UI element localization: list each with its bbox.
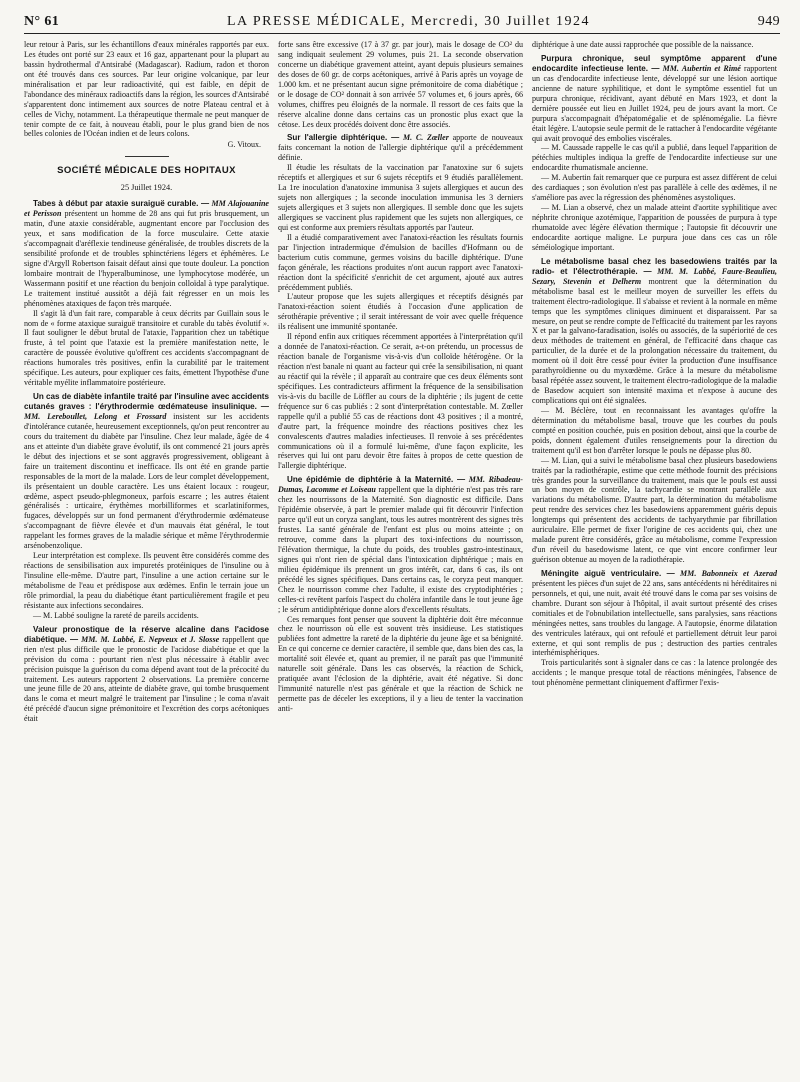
- paragraph: L'auteur propose que les sujets allergiques et réceptifs désignés par l'anatoxi-réaction soient étudiés à l'occasion d'une application de sérothérapie préventive ; il serait intéressant de voir avec quelle fréquence ils réalisent une immunité spontanée.: [278, 292, 523, 332]
- article: [532, 569, 777, 658]
- column-3: [532, 40, 777, 1070]
- paragraph: — M. Lian a observé, chez un malade atteint d'aortite syphilitique avec néphrite chronique azotémique, l'apparition de poussées de purpura à type rhumatoïde avec légère élévation thermique ; l'autopsie fit découvrir une endocardite aortique maligne. Le purpura joue dans ces cas un rôle séméiologique important.: [532, 203, 777, 252]
- article: [24, 199, 269, 308]
- issue-number: N° 61: [24, 14, 60, 29]
- paragraph: — M. Caussade rappelle le cas qu'il a publié, dans lequel l'apparition de pétéchies multiples indiqua la greffe de l'endocardite infectieuse sur une endocardite rhumatismale ancienne.: [532, 143, 777, 173]
- article-title: Méningite aiguë ventriculaire. —: [541, 568, 675, 578]
- paragraph: Il s'agit là d'un fait rare, comparable à ceux décrits par Guillain sous le nom de « forme ataxique suraiguë transitoire et curable du tabès évolutif ». Il faut souligner le début brutal de l'ataxie, l'apparition chez un tabétique fruste, à tel point que l'ataxie est la première manifestation nette, le caractère de poussée évolutive qu'offrent ces accidents s'accompagnant de réactions humorales très positives, enfin la curabilité par le traitement spécifique. Les auteurs, pour expliquer ces faits, émettent l'hypothèse d'une véritable myélite inflammatoire postérieure.: [24, 308, 269, 388]
- paragraph: — M. Béclère, tout en reconnaissant les avantages qu'offre la détermination du métabolisme basal, trouve que les courbes du pouls compté en position couchée, puis en position debout, ainsi que la courbe de poids, donnent également d'utiles renseignements pour la direction du traitement qu'il est bon d'arrêter lorsque le pouls ne dépasse plus 80.: [532, 405, 777, 455]
- running-head: [24, 14, 780, 34]
- paragraph: diphtérique à une date aussi rapprochée que possible de la naissance.: [532, 40, 754, 49]
- paragraph: — M. Labbé souligne la rareté de pareils accidents.: [33, 610, 199, 620]
- article-text: rappellent que la diphtérie n'est pas très rare chez les nourrissons de la Maternité. Son diagnostic est difficile. Dans l'épidémie observée, à part le premier malade qui fit découvrir l'infection parce qu'il eut un coryza sanglant, tous les autres montrèrent des signes très frustes. La santé générale de l'enfant est plus ou moins atteinte ; on retrouve, comme dans la plupart des toxi-infections du nourrisson, l'élévation thermique, la chute du poids, des troubles gastro-intestinaux, signes qui n'ont rien de spécial dans l'intoxication diphtérique ; mais en milieu épidémique ils prennent un gros intérêt, car, dans 6 cas, ils ont précédé les signes spécifiques. Dans certains cas, le coryza peut manquer. Chez le nourrisson comme chez l'adulte, il existe des cryptodiphtéries ; celles-ci revêtent parfois l'aspect du choléra infantile dans le tout jeune âge ; le sérum antidiphtérique donne alors d'excellents résultats.: [278, 485, 523, 614]
- column-2: [278, 40, 523, 1070]
- article: [532, 54, 777, 144]
- article-authors: MM Alajouanine et Perisson: [24, 199, 269, 219]
- columns: [24, 40, 780, 1070]
- paragraph: — M. Lian, qui a suivi le métabolisme basal chez plusieurs basedowiens traités par la radiothérapie, estime que cette méthode fournit des précisions très grandes pour la surveillance du traitement, mais que le pouls est aussi un bon moyen de contrôle, la tachycardie se montrant parallèle aux variations du métabolisme. D'autre part, la détermination du métabolisme peut rendre des services chez les basedowiens apparemment guéris depuis longtemps qui présentent des accidents de tachyarythmie par fibrillation auriculaire. Elle permet de fixer l'origine de ces accidents qui, chez une malade purent être considérés, grâce au métabolisme, comme l'expression d'un réveil du basedowisme latent, ce que vint encore confirmer leur guérison obtenue au moyen de la radiothérapie.: [532, 455, 777, 564]
- article-authors: M. C. Zœller: [402, 133, 449, 143]
- article-title: Le métabolisme basal chez les basedowiens traités par la radio- et l'électrothérapie. —: [532, 256, 777, 276]
- paragraph: Il étudie les résultats de la vaccination par l'anatoxine sur 6 sujets réceptifs et allergiques et sur 6 sujets réceptifs et 9 étudiés parallèlement. La 1re inoculation d'anatoxine immunisa 3 sujets allergiques et aucun des sujets non allergiques ; la seconde inoculation immunisa les 3 derniers sujets allergiques et 3 sujets non allergiques. Il semble donc que les sujets allergiques se vaccinent plus rapidement que les sujets non allergiques, ce qui est conforme aux premiers résultats apportés par l'auteur.: [278, 163, 523, 232]
- article-authors: MM. Babonneix et Azerad: [680, 568, 777, 578]
- article: [278, 475, 523, 614]
- article-title: Un cas de diabète infantile traité par l'insuline avec accidents cutanés graves : l'érythrodermie œdémateuse insulinique. —: [24, 392, 269, 412]
- divider: [125, 156, 169, 157]
- article-authors: MM. Ribadeau-Dumas, Lacomme et Loiseau: [278, 475, 523, 495]
- article-title: Purpura chronique, seul symptôme apparent d'une endocardite infectieuse lente. —: [532, 53, 777, 73]
- article-text: insistent sur les accidents d'intolérance cutanée, heureusement exceptionnels, qu'on peut rencontrer au cours du traitement du diabète par l'insuline. Chez leur malade, âgée de 4 ans et atteinte d'un diabète grave évolutif, ils ont commencé 21 jours après le début des injections et se sont aggravés progressivement, obligeant à faire un traitement discontinu et inefficace. Ils ont été en grande partie responsables de la mort de la malade. Lors de leur complet développement, ils présentaient un double caractère. Les uns étaient locaux : rougeur, œdème, aspect pseudo-phlegmoneux, parfois escarre ; les autres étaient généralisés : urticaire, érythèmes morbilliformes et scarlatiniformes, fugaces, développés sur un fond permanent d'érythrodermie œdémateuse s'accompagnant de fièvre élevée et d'un mauvais état général, le tout rappelant les formes graves de la maladie sérique et même l'érythrodermie arsénobenzolique.: [24, 412, 269, 551]
- page-number: 949: [757, 14, 780, 29]
- paragraph: Trois particularités sont à signaler dans ce cas : la latence prolongée des accidents ; le manque presque total de réactions méningées, l'absence de tout phénomène permettant cliniquement d'affirmer l'exis-: [532, 658, 777, 688]
- article-text: montrent que la détermination du métabolisme basal est le meilleur moyen de surveiller les effets du traitement électro-radiologique. Il s'abaisse et revient à la normale en même temps que les symptômes cliniques diminuent et disparaissent. Par sa mesure, on peut se rendre compte de l'efficacité du traitement par les rayons X et par la galvano-faradisation, isolés ou associés, de la supériorité de ces deux méthodes de traitement en général, de l'efficacité dans chaque cas particulier, de la durée et de la prolongation nécessaire du traitement, du moment où il doit être cessé pour éviter la production d'une insuffisance parathyroïdienne ou du myxœdème. Grâce à la mesure du métabolisme basal répétée assez souvent, le traitement électro-radiologique de la maladie de Basedow acquiert son intensité maxima et n'expose à aucune des complications qui ont été signalées.: [532, 276, 777, 405]
- article-text: rapportent un cas d'endocardite infectieuse lente, développé sur une lésion aortique ancienne de nature syphilitique, et dont le symptôme essentiel fut un purpura chronique, récidivant, ayant débuté en Mars 1923, et dont la dernière poussée eut lieu en Juillet 1924, peu de jours avant la mort. Ce purpura s'accompagnait d'hépatomégalie et de splénomégalie. La fièvre était légère. L'autopsie seule permit de le rattacher à l'endocardite végétante qui avait provoqué des embolies viscérales.: [532, 63, 777, 143]
- article-authors: MM. M. Labbé, E. Nepveux et J. Slosse: [81, 634, 220, 644]
- session-date: 25 Juillet 1924.: [120, 182, 173, 192]
- article-title: Valeur pronostique de la réserve alcaline dans l'acidose diabétique. —: [24, 624, 269, 644]
- paragraph: forte sans être excessive (17 à 37 gr. par jour), mais le dosage de CO² du sang indiquait seulement 29 volumes, puis 21. La seconde observation concerne un diabétique gravement atteint, ayant depuis plusieurs semaines des doses de 60 gr. de corps acétoniques, arrivé à Paris après un voyage de 1.000 km. et ne présentant aucun signe prémonitoire de coma diabétique ; or le dosage de CO² donnait à son arrivée 57 volumes et, 6 jours après, 66 volumes, chiffres peu éloignés de la normale. Il ressort de ces faits que la réserve alcaline donne dans certains cas un pronostic plus exact que la cétose. Les deux procédés doivent donc être associés.: [278, 40, 523, 129]
- article-title: Tabes à début par ataxie suraiguë curable. —: [33, 199, 210, 209]
- paragraph: Ces remarques font penser que souvent la diphtérie doit être méconnue chez le nourrisson où elle est souvent très insidieuse. Les statistiques publiées font admettre la rareté de la diphtérie du jeune âge et sa bénignité. En ce qui concerne ce dernier caractère, il semble que, dans bien des cas, la mortalité soit élevée et, quant au premier, il ne paraît pas que l'immunité naturelle soit générale. Dans les cas observés, la réaction de Schick, pratiquée avant l'éclosion de la diphtérie, avait été négative. Si donc l'immunité naturelle n'est pas générale et que la réaction de Schick ne permette pas de déceler les exceptions, il y a lieu de tenter la vaccination anti-: [278, 614, 523, 713]
- article-text: apporte de nouveaux faits concernant la notion de l'allergie diphtérique qu'il a précédemment définie.: [278, 133, 523, 163]
- article-authors: MM. M. Labbé, Faure-Beaulieu, Sezary, Stevenin et Delherm: [532, 266, 777, 286]
- article-authors: MM. Aubertin et Rimé: [662, 63, 741, 73]
- article-title: Sur l'allergie diphtérique. —: [287, 133, 400, 143]
- signature: G. Vitoux.: [227, 140, 261, 150]
- paragraph: Leur interprétation est complexe. Ils peuvent être considérés comme des réactions de sensibilisation aux impuretés protéiniques de l'insuline ou à l'insuline elle-même. D'autre part, l'insuline a une action certaine sur le métabolisme de l'eau et prédispose aux œdèmes. Enfin le terrain joue un rôle primordial, la peau du diabétique étant particulièrement fragile et peu résistante aux infections secondaires.: [24, 551, 269, 610]
- article: [24, 392, 269, 551]
- article-authors: MM. Lereboullet, Lelong et Frossard: [24, 412, 167, 422]
- journal-title: LA PRESSE MÉDICALE, Mercredi, 30 Juillet 1924: [226, 14, 591, 29]
- article: [24, 625, 269, 724]
- society-heading: SOCIÉTÉ MÉDICALE DES HOPITAUX: [57, 165, 236, 177]
- article: [532, 257, 777, 406]
- article-text: présentent les pièces d'un sujet de 22 ans, sans antécédents ni héréditaires ni personnels, et qui, une nuit, avait été trouvé dans le coma par ses voisins de chambre. Durant son séjour à l'hôpital, il avait surtout présenté des crises comitiales et de l'obnubilation intellectuelle, sans paralysies, sans réactions méningées nettes, sans troubles du langage. A l'autopsie, énorme dilatation des ventricules latéraux, qui ont refoulé et partiellement détruit leur paroi externe, et qui sont remplis de pus ; destruction des parties centrales interhémisphériques.: [532, 578, 777, 658]
- paragraph: leur retour à Paris, sur les échantillons d'eaux minérales rapportés par eux. Les études ont porté sur 23 eaux et 16 gaz, appartenant pour la plupart au bassin hydrothermal d'Antsirabé (Madagascar). Radium, radon et thoron ont été trouvés dans ces sources. Par leur origine volcanique, par leur minéralisation et par leur radioactivité, qui est faible, en dépit de l'abondance des minéraux radioactifs dans la région, les sources d'Antsirabé s'apparentent donc intimement aux sources de notre Plateau central et à celles de Vichy, notamment. La thérapeutique thermale ne peut manquer de tenir compte de ce fait, à nouveau établi, pour le plus grand bien de nos belles colonies de l'Océan indien et de leurs colons.: [24, 40, 269, 139]
- article-text: rappellent que rien n'est plus difficile que le pronostic de l'acidose diabétique et que la prévision du coma : pourtant rien n'est plus nécessaire à établir avec précision puisque la guérison du coma dépend avant tout de la précocité du traitement. Les auteurs rapportent 2 observations. La première concerne une jeune fille de 20 ans, atteinte de diabète grave, qui tombe brusquement dans le coma et meurt malgré le traitement par l'insuline ; le coma n'avait été précédé d'aucun signe prémonitoire et l'excrétion des corps acétoniques était: [24, 634, 269, 724]
- article-text: présentent un homme de 28 ans qui fut pris brusquement, un matin, d'une ataxie considérable, augmentant encore par l'occlusion des yeux, et sans modification de la force musculaire. Cette ataxie s'accompagnait d'aréflexie tendineuse généralisée, de troubles discrets de la sensibilité profonde et de troubles sphinctériens légers et éphémères. Le signe d'Argyll Robertson faisait défaut ainsi que toute douleur. La ponction lombaire montrait de l'hyperalbuminose, une lymphocytose modérée, un Wassermann positif et une réaction du benjoin colloïdal à type paralytique. Le traitement institué aussitôt a déjà fait régresser en un mois les phénomènes ataxiques de façon très marquée.: [24, 209, 269, 308]
- article-title: Une épidémie de diphtérie à la Maternité. —: [287, 475, 466, 485]
- article: [278, 133, 523, 163]
- column-1: [24, 40, 269, 1070]
- paragraph: — M. Aubertin fait remarquer que ce purpura est assez différent de celui des cardiaques ; son évolution n'est pas parallèle à celle des œdèmes, il ne s'améliore pas avec la régression des phénomènes asystoliques.: [532, 173, 777, 203]
- paragraph: Il répond enfin aux critiques récemment apportées à l'interprétation qu'il a donnée de l'anatoxi-réaction. Ce serait, a-t-on prétendu, un processus de réaction banale de l'organisme vis-à-vis d'un colloïde hétérogène. Or la réaction n'est banale ni quant au facteur qui crée la sensibilisation, ni quant au réactif qui la révèle ; il apparaît au contraire que ces deux éléments sont spécifiques. Les contradicteurs affirment la fréquence de la sensibilisation vis-à-vis du bacille de Löffler au cours de la diphtérie ; ils jugent de cette fréquence sur 6 cas publiés : 2 sont d'interprétation contestable. M. Zœller rappelle qu'il a publié 55 cas de réactions dont 43 positives ; il a montré, d'autre part, la fréquence moindre des réactions positives chez les convalescents d'autres maladies infectieuses. Il renvoie à ses précédentes communications où il a formulé lui-même, d'une façon explicite, les réserves qui lui ont paru devoir être faites à propos de cette question de l'allergie diphtérique.: [278, 332, 523, 471]
- paragraph: Il a étudié comparativement avec l'anatoxi-réaction les résultats fournis par l'injection intradermique d'émulsion de bacilles d'Hofmann ou de bacterium cutis commune, germes voisins du bacille diphtérique. D'une façon générale, les réactions produites n'ont aucun rapport avec l'anatoxi-réaction dont la spécificité s'enrichit de cet argument, ajouté aux autres précédemment publiés.: [278, 232, 523, 292]
